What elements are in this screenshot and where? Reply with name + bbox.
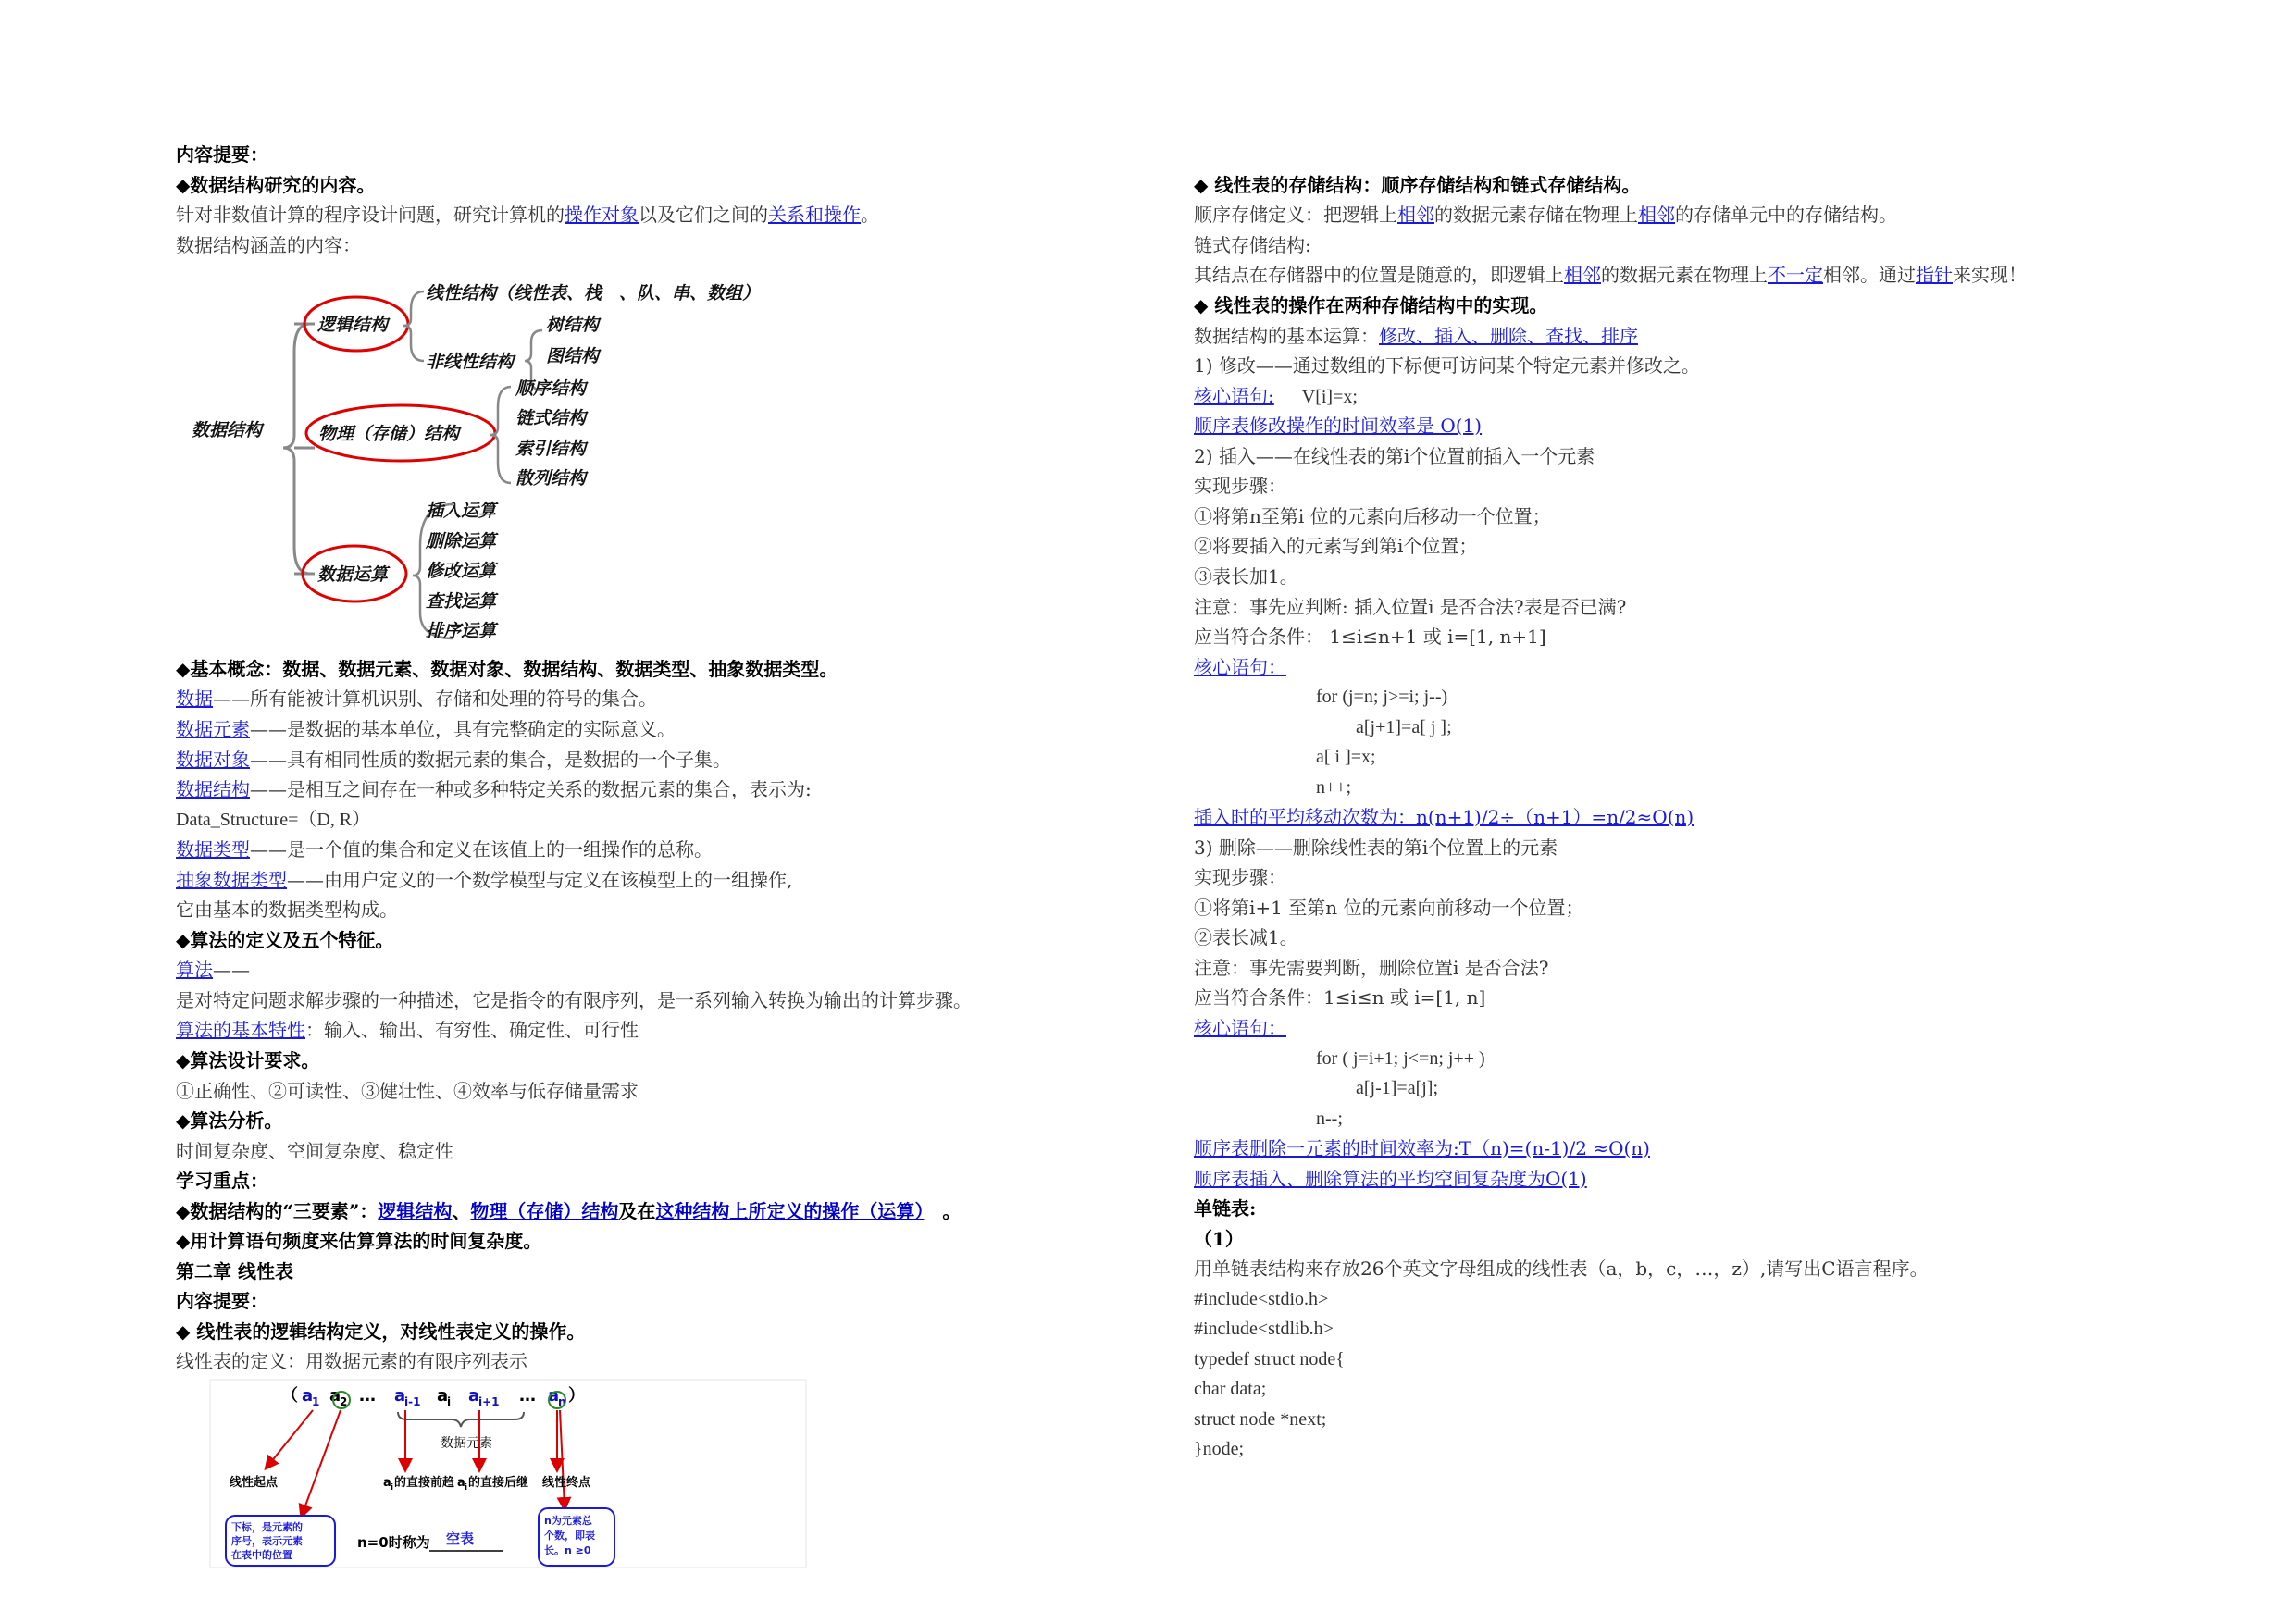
summary-heading: 内容提要： <box>176 143 268 166</box>
term-link[interactable]: 物理（存储）结构 <box>470 1200 619 1222</box>
subscript: i+1 <box>478 1395 500 1408</box>
core-statement <box>1194 383 1358 410</box>
term-link[interactable]: 逻辑结构 <box>378 1200 453 1222</box>
section-title: ◆数据结构研究的内容。 <box>176 174 376 196</box>
definition-item: 抽象数据类型——由用户定义的一个数学模型与定义在该模型上的一组操作, <box>176 869 793 891</box>
paragraph: 3) 删除——删除线性表的第i个位置上的元素 <box>1194 836 1558 859</box>
code-line: char data; <box>1194 1379 1267 1399</box>
mindmap-graph: 图结构 <box>546 346 600 366</box>
empty-list-word: 空表 <box>446 1530 475 1547</box>
focus-item: ◆用计算语句频度来估算算法的时间复杂度。 <box>176 1230 542 1252</box>
mindmap-physical: 物理（存储）结构 <box>318 424 460 444</box>
mindmap-nonlinear: 非线性结构 <box>426 352 515 372</box>
code-line: #include<stdlib.h> <box>1194 1319 1334 1339</box>
note-text: 个数，即表 <box>544 1530 595 1542</box>
code-line: for ( j=i+1; j<=n; j++ ) <box>1316 1048 1485 1069</box>
code-line: #include<stdio.h> <box>1194 1289 1329 1309</box>
predecessor-label: 的直接前趋 <box>394 1476 455 1490</box>
mindmap-hash: 散列结构 <box>515 468 587 489</box>
definition-item: 算法—— <box>176 959 250 981</box>
paragraph: 链式存储结构: <box>1194 234 1311 256</box>
section-title: ◆算法设计要求。 <box>176 1049 320 1072</box>
definition-item: 数据类型——是一个值的集合和定义在该值上的一组操作的总称。 <box>176 838 713 861</box>
element-a1: a <box>302 1386 314 1406</box>
element-an: a <box>548 1386 560 1406</box>
section-title: 单链表: <box>1194 1197 1257 1220</box>
section-title: ◆算法分析。 <box>176 1109 283 1132</box>
linear-list-diagram <box>209 1379 807 1568</box>
mindmap-root: 数据结构 <box>192 420 263 440</box>
highlight-note[interactable]: 插入时的平均移动次数为：n(n+1)/2÷（n+1）=n/2≈O(n) <box>1194 806 1694 828</box>
mindmap-seq: 顺序结构 <box>515 378 587 399</box>
term-link[interactable]: 数据 <box>176 688 213 710</box>
paragraph: 线性表的定义：用数据元素的有限序列表示 <box>176 1350 527 1372</box>
code-line: for (j=n; j>=i; j--) <box>1316 687 1448 707</box>
code-line: a[j+1]=a[ j ]; <box>1356 717 1452 737</box>
term-link[interactable]: 指针 <box>1916 264 1953 286</box>
term-link[interactable]: 这种结构上所定义的操作（运算） <box>655 1200 925 1222</box>
definition-item: 算法的基本特性：输入、输出、有穷性、确定性、可行性 <box>176 1019 639 1041</box>
subscript: 1 <box>312 1395 320 1408</box>
mindmap-op-search: 查找运算 <box>426 591 497 612</box>
step-item: ①将第n至第i 位的元素向后移动一个位置； <box>1194 505 1551 527</box>
term-link[interactable]: 核心语句: <box>1194 385 1274 407</box>
mindmap-linear: 线性结构（线性表、栈 、队、串、数组） <box>426 283 761 304</box>
highlight-note[interactable]: 顺序表修改操作的时间效率是 O(1) <box>1194 415 1483 437</box>
code-line: struct node *next; <box>1194 1409 1327 1430</box>
end-label: 线性终点 <box>542 1476 591 1490</box>
definition-item: 数据结构——是相互之间存在一种或多种特定关系的数据元素的集合，表示为: <box>176 778 812 800</box>
code-line: typedef struct node{ <box>1194 1349 1345 1369</box>
paragraph: 用单链表结构来存放26个英文字母组成的线性表（a，b，c，…，z）,请写出C语言程序。 <box>1194 1258 1929 1280</box>
subscript: i-1 <box>404 1395 421 1408</box>
code-line: }node; <box>1194 1439 1245 1459</box>
step-item: ②将要插入的元素写到第i个位置； <box>1194 535 1478 557</box>
subscript: i <box>447 1395 452 1408</box>
data-structure-mindmap <box>176 268 842 657</box>
core-statement-label[interactable]: 核心语句： <box>1194 1017 1286 1039</box>
subscript: 2 <box>340 1395 348 1408</box>
mindmap-op-sort: 排序运算 <box>426 621 497 641</box>
highlight-note[interactable]: 顺序表插入、删除算法的平均空间复杂度为O(1) <box>1194 1168 1587 1190</box>
term-link[interactable]: 算法的基本特性 <box>176 1019 305 1041</box>
paragraph: 实现步骤： <box>1194 866 1286 888</box>
term-link[interactable]: 操作对象 <box>565 204 639 226</box>
paragraph: 时间复杂度、空间复杂度、稳定性 <box>176 1140 453 1162</box>
paragraph: 顺序存储定义：把逻辑上相邻的数据元素存储在物理上相邻的存储单元中的存储结构。 <box>1194 204 1897 226</box>
term-link[interactable]: 抽象数据类型 <box>176 869 287 891</box>
subscript: i <box>465 1483 468 1493</box>
term-link[interactable]: 数据元素 <box>176 718 250 740</box>
paren: （ <box>281 1386 298 1406</box>
paragraph: 其结点在存储器中的位置是随意的，即逻辑上相邻的数据元素在物理上不一定相邻。通过指针来实现！ <box>1194 264 2027 286</box>
element-ai+1: a <box>468 1386 480 1406</box>
ellipsis: … <box>519 1386 536 1406</box>
section-title: ◆ 线性表的操作在两种存储结构中的实现。 <box>1194 294 1548 316</box>
paragraph: 应当符合条件：1≤i≤n 或 i=[1, n] <box>1194 986 1486 1009</box>
paragraph: 1) 修改——通过数组的下标便可访问某个特定元素并修改之。 <box>1194 354 1700 377</box>
highlight-note[interactable]: 顺序表删除一元素的时间效率为:T（n)=(n-1)/2 ≈O(n) <box>1194 1137 1650 1159</box>
mindmap-index: 索引结构 <box>515 439 587 459</box>
note-text: 在表中的位置 <box>231 1549 292 1561</box>
empty-list-label: n=0时称为 <box>357 1534 430 1551</box>
paragraph: 针对非数值计算的程序设计问题，研究计算机的操作对象以及它们之间的关系和操作。 <box>176 204 879 226</box>
data-element-label: 数据元素 <box>441 1436 492 1451</box>
mindmap-op-modify: 修改运算 <box>426 561 497 581</box>
element-ai-1: a <box>394 1386 406 1406</box>
paragraph: 它由基本的数据类型构成。 <box>176 898 398 921</box>
subscript: n <box>558 1395 566 1408</box>
section-title: ◆ 线性表的存储结构：顺序存储结构和链式存储结构。 <box>1194 174 1641 196</box>
section-title: ◆ 线性表的逻辑结构定义，对线性表定义的操作。 <box>176 1320 586 1343</box>
chapter-title: 第二章 线性表 <box>176 1260 293 1282</box>
term-link[interactable]: 相邻 <box>1564 264 1601 286</box>
code-line: a[ i ]=x; <box>1316 747 1376 767</box>
term-link[interactable]: 修改、插入、删除、查找、排序 <box>1379 325 1638 347</box>
ellipsis: … <box>359 1386 376 1406</box>
focus-item: ◆数据结构的“三要素”：逻辑结构、物理（存储）结构及在这种结构上所定义的操作（运算） 。 <box>176 1200 962 1222</box>
note-text: 下标，是元素的 <box>231 1521 303 1533</box>
term-link[interactable]: 关系和操作 <box>768 204 861 226</box>
paragraph: 数据结构的基本运算：修改、插入、删除、查找、排序 <box>1194 325 1638 347</box>
code-text: V[i]=x; <box>1301 387 1358 407</box>
successor-prefix: a <box>457 1476 465 1490</box>
note-text: 序号，表示元素 <box>231 1535 303 1547</box>
predecessor-prefix: a <box>383 1476 391 1490</box>
paragraph: ①正确性、②可读性、③健壮性、④效率与低存储量需求 <box>176 1080 639 1102</box>
exercise-number: （1） <box>1194 1228 1244 1250</box>
definition-item: 数据元素——是数据的基本单位，具有完整确定的实际意义。 <box>176 718 676 740</box>
term-link[interactable]: 相邻 <box>1638 204 1675 226</box>
step-item: ①将第i+1 至第n 位的元素向前移动一个位置； <box>1194 897 1584 919</box>
note-text: 长。n ≥0 <box>544 1544 591 1556</box>
definition-item: 数据对象——具有相同性质的数据元素的集合，是数据的一个子集。 <box>176 749 731 771</box>
paragraph: 数据结构涵盖的内容： <box>176 234 361 256</box>
element-ai: a <box>437 1386 449 1406</box>
paragraph: 注意：事先应判断: 插入位置i 是否合法?表是否已满? <box>1194 596 1627 618</box>
paren: ） <box>568 1386 585 1406</box>
term-link[interactable]: 不一定 <box>1768 264 1823 286</box>
paragraph: 2) 插入——在线性表的第i个位置前插入一个元素 <box>1194 445 1595 467</box>
mindmap-linked: 链式结构 <box>515 408 587 428</box>
focus-heading: 学习重点： <box>176 1170 268 1192</box>
term-link[interactable]: 相邻 <box>1397 204 1434 226</box>
mindmap-op-insert: 插入运算 <box>426 501 497 521</box>
formula: Data_Structure=（D, R） <box>176 810 371 830</box>
mindmap-tree: 树结构 <box>546 315 600 335</box>
summary-heading: 内容提要： <box>176 1290 268 1312</box>
term-link[interactable]: 算法 <box>176 959 213 981</box>
successor-label: 的直接后继 <box>468 1476 529 1490</box>
term-link[interactable]: 数据对象 <box>176 749 250 771</box>
mindmap-op-delete: 删除运算 <box>426 531 497 551</box>
term-link[interactable]: 数据类型 <box>176 838 250 861</box>
element-a2: a <box>329 1386 341 1406</box>
mindmap-ops: 数据运算 <box>317 564 389 585</box>
paragraph: 应当符合条件： 1≤i≤n+1 或 i=[1, n+1] <box>1194 626 1546 648</box>
paragraph: 实现步骤： <box>1194 475 1286 497</box>
subscript: i <box>391 1483 394 1493</box>
definition-item: 数据——所有能被计算机识别、存储和处理的符号的集合。 <box>176 688 657 710</box>
note-text: n为元素总 <box>544 1515 592 1527</box>
code-line: n--; <box>1316 1109 1343 1129</box>
paragraph: 是对特定问题求解步骤的一种描述，它是指令的有限序列，是一系列输入转换为输出的计算步骤。 <box>176 989 972 1011</box>
term-link[interactable]: 数据结构 <box>176 778 250 800</box>
core-statement-label[interactable]: 核心语句： <box>1194 656 1286 678</box>
code-line: n++; <box>1316 777 1352 798</box>
step-item: ③表长加1。 <box>1194 565 1298 588</box>
step-item: ②表长减1。 <box>1194 926 1298 948</box>
section-title: ◆基本概念：数据、数据元素、数据对象、数据结构、数据类型、抽象数据类型。 <box>176 658 838 680</box>
start-label: 线性起点 <box>230 1476 279 1490</box>
mindmap-logic: 逻辑结构 <box>317 315 389 335</box>
section-title: ◆算法的定义及五个特征。 <box>176 929 394 951</box>
paragraph: 注意：事先需要判断，删除位置i 是否合法? <box>1194 957 1549 979</box>
code-line: a[j-1]=a[j]; <box>1356 1078 1439 1098</box>
